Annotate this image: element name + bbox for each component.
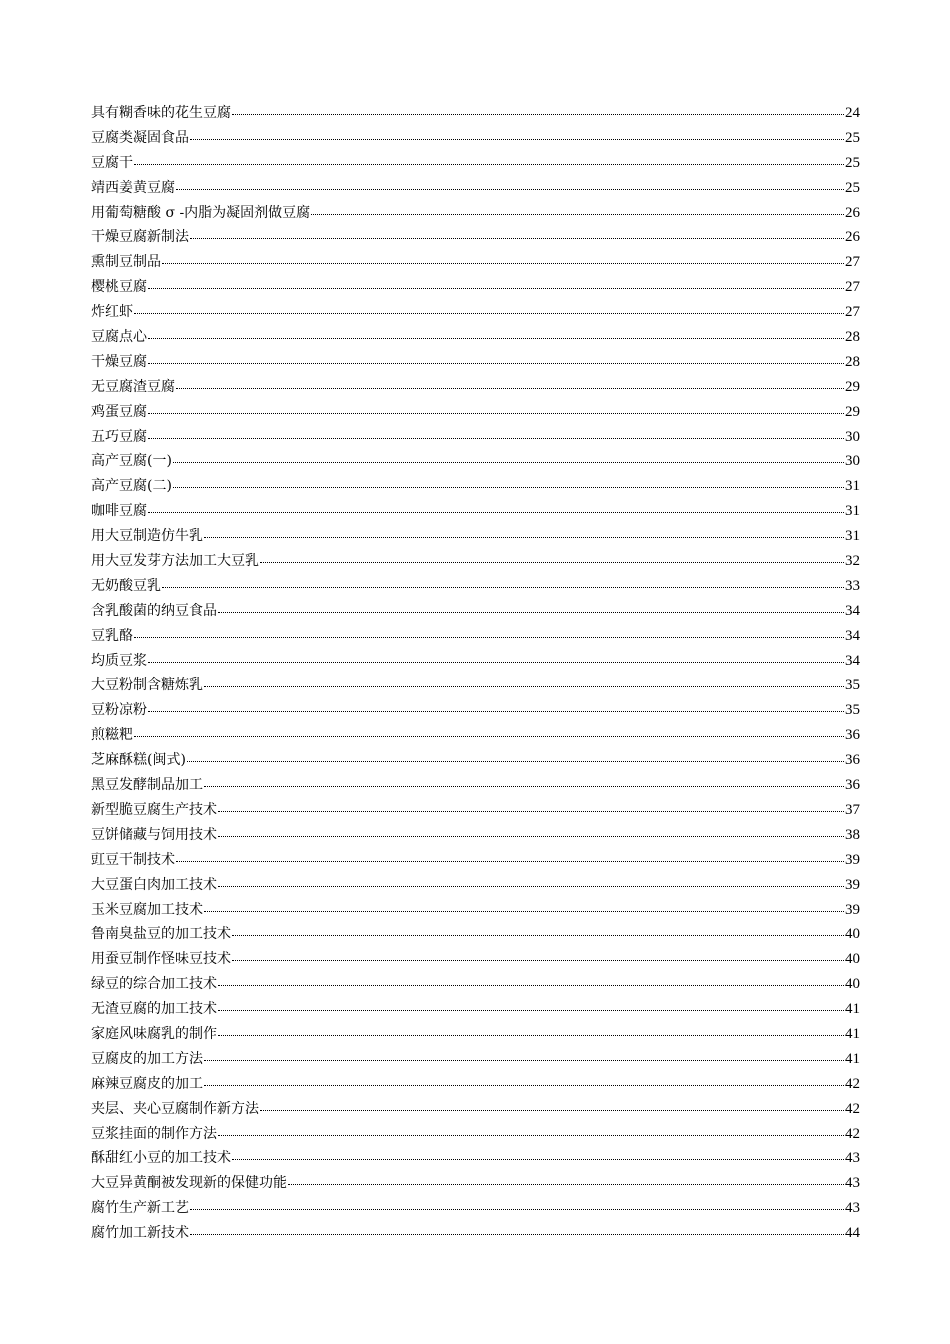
toc-dot-leader	[204, 772, 844, 787]
toc-entry-page-number: 43	[845, 1200, 860, 1217]
toc-dot-leader	[134, 150, 844, 165]
toc-entry-title: 五巧豆腐	[91, 428, 147, 445]
toc-dot-leader	[218, 971, 844, 986]
toc-entry[interactable]	[91, 1171, 860, 1196]
toc-entry-title: 家庭风味腐乳的制作	[91, 1025, 217, 1042]
toc-entry-title: 用葡萄糖酸 σ -内脂为凝固剂做豆腐	[91, 204, 311, 221]
toc-dot-leader	[204, 672, 844, 687]
toc-entry[interactable]	[91, 201, 860, 226]
toc-dot-leader	[204, 1071, 844, 1086]
toc-entry[interactable]	[91, 723, 860, 748]
toc-entry-title: 煎糍粑	[91, 727, 133, 744]
toc-entry-page-number: 41	[845, 1025, 860, 1042]
toc-entry[interactable]	[91, 400, 860, 425]
toc-entry-title: 豆浆挂面的制作方法	[91, 1125, 217, 1142]
toc-dot-leader	[148, 274, 844, 289]
toc-dot-leader	[218, 996, 844, 1011]
toc-entry[interactable]	[91, 225, 860, 250]
toc-entry-title: 豆腐类凝固食品	[91, 129, 189, 146]
toc-entry[interactable]	[91, 922, 860, 947]
toc-entry[interactable]	[91, 574, 860, 599]
toc-dot-leader	[148, 697, 844, 712]
toc-entry-title: 酥甜红小豆的加工技术	[91, 1150, 231, 1167]
toc-entry-page-number: 34	[845, 627, 860, 644]
toc-dot-leader	[204, 897, 844, 912]
toc-dot-leader	[232, 1145, 844, 1160]
toc-entry-title: 无豆腐渣豆腐	[91, 378, 175, 395]
toc-entry-title: 高产豆腐(二)	[91, 478, 172, 495]
toc-entry[interactable]	[91, 1022, 860, 1047]
toc-entry[interactable]	[91, 848, 860, 873]
toc-entry[interactable]	[91, 748, 860, 773]
toc-dot-leader	[190, 125, 844, 140]
toc-entry[interactable]	[91, 1097, 860, 1122]
toc-dot-leader	[187, 747, 844, 762]
toc-entry[interactable]	[91, 773, 860, 798]
toc-entry-page-number: 42	[845, 1075, 860, 1092]
toc-entry-title: 黑豆发酵制品加工	[91, 777, 203, 794]
toc-entry-page-number: 26	[845, 204, 860, 221]
toc-entry[interactable]	[91, 375, 860, 400]
toc-entry-page-number: 37	[845, 801, 860, 818]
toc-dot-leader	[288, 1170, 844, 1185]
toc-entry-page-number: 40	[845, 926, 860, 943]
toc-entry-title: 干燥豆腐新制法	[91, 229, 189, 246]
toc-entry-page-number: 39	[845, 876, 860, 893]
toc-entry-page-number: 42	[845, 1100, 860, 1117]
toc-entry-page-number: 26	[845, 229, 860, 246]
toc-entry[interactable]	[91, 499, 860, 524]
toc-entry[interactable]	[91, 1047, 860, 1072]
toc-entry[interactable]	[91, 350, 860, 375]
toc-entry[interactable]	[91, 300, 860, 325]
toc-dot-leader	[176, 374, 844, 389]
toc-dot-leader	[176, 175, 844, 190]
toc-entry[interactable]	[91, 126, 860, 151]
toc-entry[interactable]	[91, 873, 860, 898]
toc-dot-leader	[173, 448, 844, 463]
toc-entry-page-number: 36	[845, 727, 860, 744]
toc-entry-page-number: 40	[845, 976, 860, 993]
toc-entry-title: 用蚕豆制作怪味豆技术	[91, 951, 231, 968]
toc-entry-page-number: 25	[845, 179, 860, 196]
toc-entry-page-number: 28	[845, 353, 860, 370]
toc-entry[interactable]	[91, 673, 860, 698]
toc-entry-title: 豆饼储藏与饲用技术	[91, 826, 217, 843]
toc-entry-title: 炸红虾	[91, 304, 133, 321]
toc-entry-title: 高产豆腐(一)	[91, 453, 172, 470]
toc-entry-page-number: 39	[845, 851, 860, 868]
toc-entry-title: 新型脆豆腐生产技术	[91, 801, 217, 818]
toc-entry-title: 夹层、夹心豆腐制作新方法	[91, 1100, 259, 1117]
toc-entry-page-number: 41	[845, 1001, 860, 1018]
toc-dot-leader	[260, 548, 844, 563]
toc-entry-page-number: 34	[845, 652, 860, 669]
toc-entry[interactable]	[91, 524, 860, 549]
toc-dot-leader	[173, 473, 844, 488]
toc-entry-title: 绿豆的综合加工技术	[91, 976, 217, 993]
toc-entry-page-number: 40	[845, 951, 860, 968]
toc-entry-page-number: 25	[845, 154, 860, 171]
toc-dot-leader	[176, 847, 844, 862]
toc-entry[interactable]	[91, 1196, 860, 1221]
toc-entry-title: 鸡蛋豆腐	[91, 403, 147, 420]
toc-dot-leader	[218, 822, 844, 837]
toc-entry-page-number: 35	[845, 702, 860, 719]
toc-entry-page-number: 35	[845, 677, 860, 694]
toc-dot-leader	[190, 1220, 844, 1235]
toc-entry-title: 大豆异黄酮被发现新的保健功能	[91, 1175, 287, 1192]
toc-entry-title: 均质豆浆	[91, 652, 147, 669]
toc-entry[interactable]	[91, 649, 860, 674]
toc-dot-leader	[134, 623, 844, 638]
toc-dot-leader	[148, 349, 844, 364]
toc-entry-title: 大豆粉制含糖炼乳	[91, 677, 203, 694]
toc-entry[interactable]	[91, 425, 860, 450]
toc-dot-leader	[218, 1121, 844, 1136]
toc-entry[interactable]	[91, 624, 860, 649]
toc-entry-page-number: 27	[845, 279, 860, 296]
toc-dot-leader	[218, 1021, 844, 1036]
toc-entry[interactable]	[91, 151, 860, 176]
toc-dot-leader	[134, 722, 844, 737]
toc-entry-title: 靖西姜黄豆腐	[91, 179, 175, 196]
toc-entry-title: 豆腐皮的加工方法	[91, 1050, 203, 1067]
toc-entry-page-number: 36	[845, 752, 860, 769]
toc-entry[interactable]	[91, 898, 860, 923]
toc-entry-title: 用大豆发芽方法加工大豆乳	[91, 553, 259, 570]
toc-entry-title: 豆粉凉粉	[91, 702, 147, 719]
toc-dot-leader	[190, 224, 844, 239]
toc-entry[interactable]	[91, 1072, 860, 1097]
toc-dot-leader	[260, 1096, 844, 1111]
toc-entry[interactable]	[91, 449, 860, 474]
toc-dot-leader	[232, 946, 844, 961]
toc-entry-title: 樱桃豆腐	[91, 279, 147, 296]
table-of-contents	[91, 101, 860, 1246]
toc-entry-page-number: 27	[845, 304, 860, 321]
toc-entry[interactable]	[91, 549, 860, 574]
toc-entry[interactable]	[91, 250, 860, 275]
toc-entry[interactable]	[91, 972, 860, 997]
toc-entry-page-number: 42	[845, 1125, 860, 1142]
toc-entry-title: 用大豆制造仿牛乳	[91, 528, 203, 545]
toc-dot-leader	[311, 200, 844, 215]
toc-entry-title: 豇豆干制技术	[91, 851, 175, 868]
toc-entry[interactable]	[91, 101, 860, 126]
toc-entry-title: 腐竹生产新工艺	[91, 1200, 189, 1217]
toc-entry-title: 无渣豆腐的加工技术	[91, 1001, 217, 1018]
toc-entry-title: 豆腐点心	[91, 329, 147, 346]
toc-dot-leader	[218, 598, 844, 613]
toc-dot-leader	[204, 523, 844, 538]
toc-dot-leader	[232, 921, 844, 936]
toc-dot-leader	[148, 399, 844, 414]
toc-entry-title: 麻辣豆腐皮的加工	[91, 1075, 203, 1092]
toc-dot-leader	[232, 100, 844, 115]
toc-dot-leader	[204, 1046, 844, 1061]
toc-entry-page-number: 43	[845, 1150, 860, 1167]
toc-entry-page-number: 32	[845, 553, 860, 570]
toc-entry-title: 无奶酸豆乳	[91, 577, 161, 594]
toc-entry[interactable]	[91, 997, 860, 1022]
toc-entry-page-number: 36	[845, 777, 860, 794]
toc-entry[interactable]	[91, 474, 860, 499]
toc-entry[interactable]	[91, 698, 860, 723]
toc-entry-title: 玉米豆腐加工技术	[91, 901, 203, 918]
toc-entry-page-number: 39	[845, 901, 860, 918]
toc-dot-leader	[162, 249, 844, 264]
toc-entry-page-number: 34	[845, 602, 860, 619]
toc-entry-page-number: 31	[845, 528, 860, 545]
toc-entry[interactable]	[91, 275, 860, 300]
toc-dot-leader	[218, 872, 844, 887]
toc-entry-title: 鲁南臭盐豆的加工技术	[91, 926, 231, 943]
toc-entry-page-number: 29	[845, 403, 860, 420]
toc-entry-page-number: 31	[845, 478, 860, 495]
toc-dot-leader	[148, 324, 844, 339]
toc-entry-page-number: 29	[845, 378, 860, 395]
toc-entry-page-number: 30	[845, 453, 860, 470]
toc-entry[interactable]	[91, 176, 860, 201]
toc-entry[interactable]	[91, 1122, 860, 1147]
toc-entry-title: 豆乳酪	[91, 627, 133, 644]
toc-entry-title: 干燥豆腐	[91, 353, 147, 370]
toc-entry-page-number: 25	[845, 129, 860, 146]
toc-entry-title: 芝麻酥糕(闽式)	[91, 752, 186, 769]
toc-entry-title: 含乳酸菌的纳豆食品	[91, 602, 217, 619]
toc-entry-title: 腐竹加工新技术	[91, 1225, 189, 1242]
toc-entry-page-number: 38	[845, 826, 860, 843]
toc-dot-leader	[190, 1195, 844, 1210]
toc-dot-leader	[218, 797, 844, 812]
toc-entry-page-number: 30	[845, 428, 860, 445]
toc-entry-page-number: 33	[845, 577, 860, 594]
toc-entry-title: 咖啡豆腐	[91, 503, 147, 520]
toc-entry[interactable]	[91, 798, 860, 823]
toc-entry-page-number: 43	[845, 1175, 860, 1192]
toc-entry-page-number: 41	[845, 1050, 860, 1067]
toc-entry-page-number: 44	[845, 1225, 860, 1242]
toc-dot-leader	[134, 299, 844, 314]
toc-dot-leader	[162, 573, 844, 588]
toc-entry[interactable]	[91, 325, 860, 350]
toc-entry-page-number: 28	[845, 329, 860, 346]
toc-entry[interactable]	[91, 947, 860, 972]
toc-entry-title: 具有糊香味的花生豆腐	[91, 105, 231, 121]
toc-entry[interactable]	[91, 823, 860, 848]
toc-entry[interactable]	[91, 1146, 860, 1171]
toc-entry-page-number: 31	[845, 503, 860, 520]
toc-entry-title: 熏制豆制品	[91, 254, 161, 271]
toc-entry-title: 豆腐干	[91, 154, 133, 171]
toc-entry[interactable]	[91, 599, 860, 624]
toc-dot-leader	[148, 424, 844, 439]
toc-entry-page-number: 27	[845, 254, 860, 271]
toc-dot-leader	[148, 648, 844, 663]
toc-dot-leader	[148, 498, 844, 513]
toc-entry[interactable]	[91, 1221, 860, 1246]
toc-entry-title: 大豆蛋白肉加工技术	[91, 876, 217, 893]
toc-entry-page-number: 24	[845, 105, 860, 121]
